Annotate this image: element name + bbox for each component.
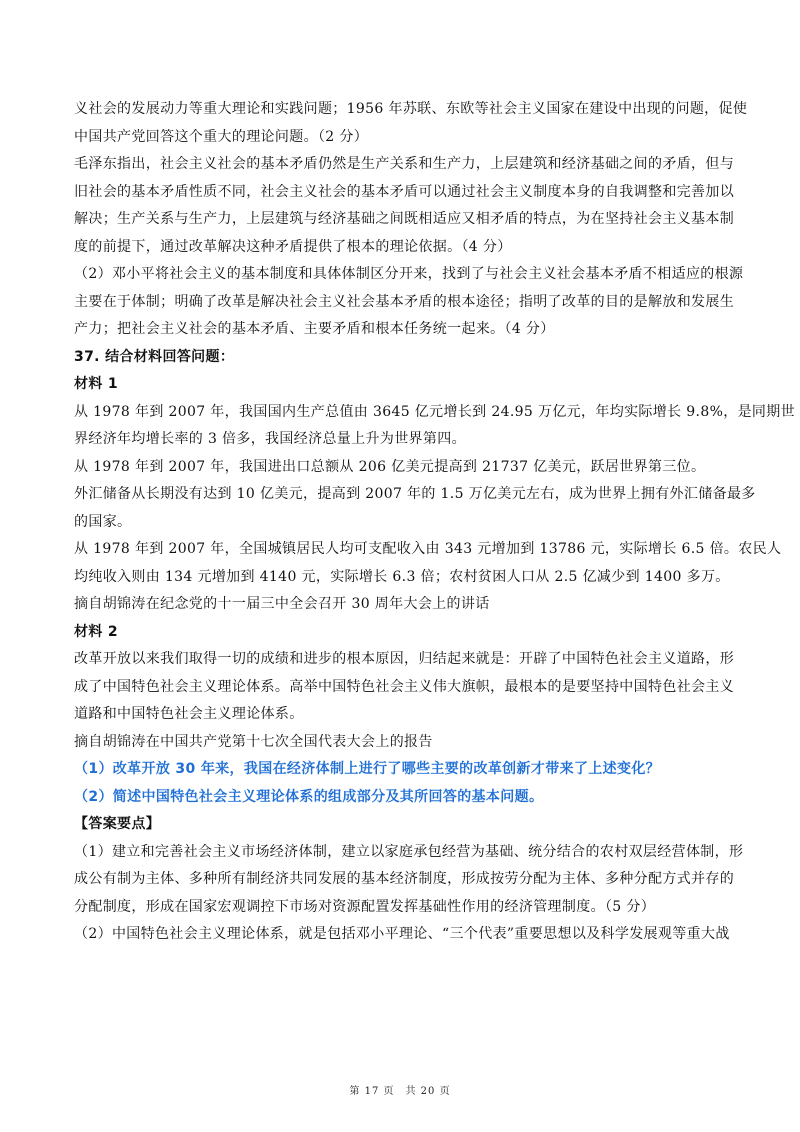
page-footer: 第 17 页 共 20 页: [349, 1086, 451, 1097]
text-line: 从 1978 年到 2007 年，我国国内生产总值由 3645 亿元增长到 24.95 万亿元，年均实际增长 9.8%，是同期世: [74, 403, 795, 420]
text-line: 成了中国特色社会主义理论体系。高举中国特色社会主义伟大旗帜，最根本的是要坚持中国特色社会主义: [74, 678, 735, 695]
text-line: 解决；生产关系与生产力，上层建筑与经济基础之间既相适应又相矛盾的特点，为在坚持社会主义基本制: [74, 211, 735, 227]
text-line: （2）中国特色社会主义理论体系，就是包括邓小平理论、“三个代表”重要思想以及科学发展观等重大战: [74, 926, 730, 942]
text-line: 毛泽东指出，社会主义社会的基本矛盾仍然是生产关系和生产力，上层建筑和经济基础之间的矛盾，但与: [74, 156, 735, 172]
text-line: 产力；把社会主义社会的基本矛盾、主要矛盾和根本任务统一起来。（4 分）: [74, 321, 555, 337]
text-line: 成公有制为主体、多种所有制经济共同发展的基本经济制度，形成按劳分配为主体、多种分配方式并存的: [74, 871, 735, 887]
text-line: 从 1978 年到 2007 年，我国进出口总额从 206 亿美元提高到 21737 亿美元，跃居世界第三位。: [74, 458, 706, 475]
sub-question: （2）简述中国特色社会主义理论体系的组成部分及其所回答的基本问题。: [74, 788, 544, 805]
document-body: [74, 96, 795, 949]
source-line: 摘自胡锦涛在纪念党的十一届三中全会召开 30 周年大会上的讲话: [74, 596, 490, 612]
source-line: 摘自胡锦涛在中国共产党第十七次全国代表大会上的报告: [74, 733, 433, 750]
text-line: 的国家。: [74, 513, 132, 530]
text-line: 道路和中国特色社会主义理论体系。: [74, 706, 304, 722]
text-line: （1）建立和完善社会主义市场经济体制，建立以家庭承包经营为基础、统分结合的农村双层经营体制，形: [74, 843, 744, 860]
text-line: 均纯收入则由 134 元增加到 4140 元，实际增长 6.3 倍；农村贫困人口从 2.5 亿减少到 1400 多万。: [74, 568, 730, 585]
text-line: 外汇储备从长期没有达到 10 亿美元，提高到 2007 年的 1.5 万亿美元左右，成为世界上拥有外汇储备最多: [74, 486, 756, 502]
text-line: 义社会的发展动力等重大理论和实践问题；1956 年苏联、东欧等社会主义国家在建设中出现的问题，促使: [74, 101, 748, 117]
answer-heading: 【答案要点】: [74, 816, 161, 832]
text-line: 从 1978 年到 2007 年，全国城镇居民人均可支配收入由 343 元增加到 13786 元，实际增长 6.5 倍。农民人: [74, 541, 782, 557]
text-line: 中国共产党回答这个重大的理论问题。（2 分）: [74, 128, 369, 145]
material-heading: 材料 2: [74, 623, 119, 640]
text-line: （2）邓小平将社会主义的基本制度和具体体制区分开来，找到了与社会主义社会基本矛盾不相适应的根源: [74, 266, 744, 282]
text-line: 主要在于体制；明确了改革是解决社会主义社会基本矛盾的根本途径；指明了改革的目的是解放和发展生: [74, 293, 735, 310]
text-line: 分配制度，形成在国家宏观调控下市场对资源配置发挥基础性作用的经济管理制度。（5 分）: [74, 898, 656, 915]
text-line: 度的前提下，通过改革解决这种矛盾提供了根本的理论依据。（4 分）: [74, 238, 512, 255]
text-line: 改革开放以来我们取得一切的成绩和进步的根本原因，归结起来就是：开辟了中国特色社会主义道路，形: [74, 651, 735, 667]
sub-question: （1）改革开放 30 年来，我国在经济体制上进行了哪些主要的改革创新才带来了上述变化？: [74, 761, 661, 777]
question-heading: 37. 结合材料回答问题：: [74, 348, 235, 365]
material-heading: 材料 1: [74, 376, 119, 392]
text-line: 旧社会的基本矛盾性质不同，社会主义社会的基本矛盾可以通过社会主义制度本身的自我调整和完善加以: [74, 183, 735, 200]
text-line: 界经济年均增长率的 3 倍多，我国经济总量上升为世界第四。: [74, 431, 466, 447]
